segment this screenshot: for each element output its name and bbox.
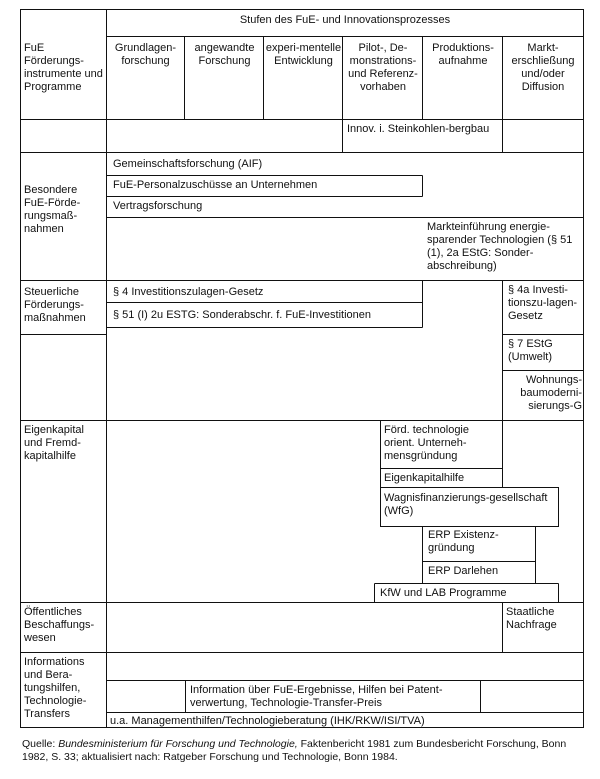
management-cell: u.a. Managementhilfen/Technologieberatung (IHK/RKW/ISI/TVA) xyxy=(110,715,425,727)
wohnungsbau-cell: Wohnungs-baumoderni-sierungs-G xyxy=(520,374,582,412)
steinkohle-cell: Innov. i. Steinkohlen-bergbau xyxy=(347,123,490,135)
stage-2-label: angewandte Forschung xyxy=(194,42,255,67)
kfw-cell: KfW und LAB Programme xyxy=(380,587,507,599)
stage-3-label: experi-mentelle Entwicklung xyxy=(265,42,342,67)
stage-4-label: Pilot-, De-monstrations- und Referenz-vorhaben xyxy=(348,42,418,93)
invzul4a-cell: § 4a Investi-tionszu-lagen-Gesetz xyxy=(508,284,578,322)
stage-5-label: Produktions-aufnahme xyxy=(432,42,494,67)
oeffentliches-label: Öffentliches Beschaffungs-wesen xyxy=(24,606,95,644)
invzulage-cell: § 4 Investitionszulagen-Gesetz xyxy=(113,286,264,298)
information-label: Informations und Bera-tungshilfen, Technologie-Transfers xyxy=(24,656,87,720)
source-rest: Faktenbericht 1981 zum Bundesbericht Forschung, Bonn 1982, S. 33; aktualisiert nach: Ratgeber Forschung und Technologie, Bonn 1984. xyxy=(22,738,567,763)
eigenkapital-label: Eigenkapital und Fremd-kapitalhilfe xyxy=(24,424,84,462)
vertrag-cell: Vertragsforschung xyxy=(113,200,203,212)
corner-label-text: FuE Förderungs-instrumente und Programme xyxy=(24,42,103,93)
source-note xyxy=(22,738,588,764)
stage-1 xyxy=(107,42,184,68)
personal-cell: FuE-Personalzuschüsse an Unternehmen xyxy=(113,179,318,191)
estg7-cell: § 7 EStG (Umwelt) xyxy=(508,338,553,363)
markteinfuehrung-cell: Markteinführung energie-sparender Technologien (§ 51 (1), 2a EStG: Sonder-abschreibung) xyxy=(427,221,573,272)
foerd-tech-cell: Förd. technologie orient. Unterneh-mensgründung xyxy=(384,424,469,462)
aif-cell: Gemeinschaftsforschung (AIF) xyxy=(113,158,263,170)
staatliche-cell: Staatliche Nachfrage xyxy=(506,606,557,631)
source-italic: Bundesministerium für Forschung und Technologie, xyxy=(58,738,298,750)
stage-6 xyxy=(504,42,582,94)
besondere-label: Besondere FuE-Förde-rungsmaß-nahmen xyxy=(24,184,81,235)
corner-label xyxy=(24,42,104,94)
info-fue-cell: Information über FuE-Ergebnisse, Hilfen bei Patent-verwertung, Technologie-Transfer-Preis xyxy=(190,684,443,709)
estg51-cell: § 51 (I) 2u ESTG: Sonderabschr. f. FuE-Investitionen xyxy=(113,309,372,321)
erp-existenz-cell: ERP Existenz-gründung xyxy=(428,529,499,554)
stage-3 xyxy=(265,42,342,68)
stage-2 xyxy=(186,42,263,68)
source-prefix: Quelle: xyxy=(22,738,56,750)
stage-1-label: Grundlagen-forschung xyxy=(114,42,177,67)
stage-5 xyxy=(424,42,502,68)
wagnis-cell: Wagnisfinanzierungs-gesellschaft (WfG) xyxy=(384,492,548,517)
stage-4 xyxy=(344,42,422,94)
eigenkapitalhilfe-cell: Eigenkapitalhilfe xyxy=(384,472,465,484)
stages-title: Stufen des FuE- und Innovationsprozesses xyxy=(239,14,451,26)
erp-darlehen-cell: ERP Darlehen xyxy=(428,565,499,577)
steuer-label: Steuerliche Förderungs-maßnahmen xyxy=(24,286,86,324)
stage-6-label: Markt-erschließung und/oder Diffusion xyxy=(511,42,575,93)
